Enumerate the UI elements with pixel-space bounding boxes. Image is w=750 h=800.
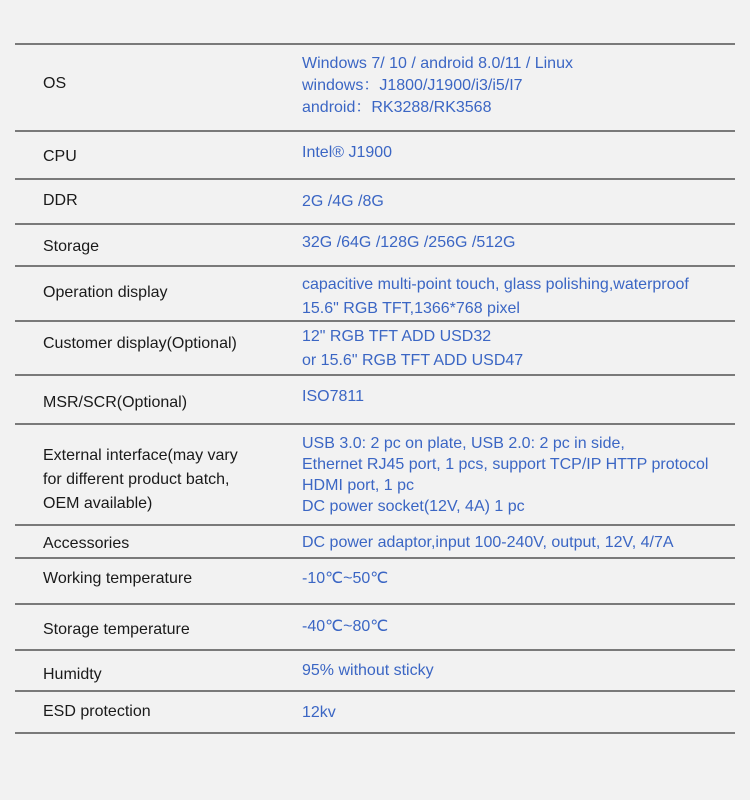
spec-value: [302, 376, 735, 423]
value-line: Windows 7/ 10 / android 8.0/11 / Linux: [302, 55, 573, 72]
spec-label: [15, 267, 302, 320]
spec-label: [15, 45, 302, 130]
value-line: -40℃~80℃: [302, 618, 389, 635]
spec-label: [15, 322, 302, 374]
label-line: MSR/SCR(Optional): [43, 394, 188, 411]
label-line: for different product batch,: [43, 471, 230, 488]
value-line: Intel® J1900: [302, 144, 393, 161]
spec-value: [302, 692, 735, 732]
value-line: HDMI port, 1 pc: [302, 477, 415, 494]
spec-value: [302, 526, 735, 557]
spec-table: [15, 43, 735, 734]
value-line: capacitive multi-point touch, glass polishing,waterproof: [302, 276, 689, 293]
value-line: DC power adaptor,input 100-240V, output, 12V, 4/7A: [302, 534, 674, 551]
spec-row-working-temperature: [15, 559, 735, 605]
spec-row-customer-display: [15, 322, 735, 376]
label-line: OS: [43, 75, 67, 92]
spec-label: [15, 376, 302, 423]
label-line: ESD protection: [43, 703, 151, 720]
value-line: android：RK3288/RK3568: [302, 99, 492, 116]
spec-row-cpu: [15, 132, 735, 180]
value-line: Ethernet RJ45 port, 1 pcs, support TCP/IP HTTP protocol: [302, 456, 709, 473]
spec-label: [15, 526, 302, 557]
spec-row-humidity: [15, 651, 735, 692]
spec-row-accessories: [15, 526, 735, 559]
label-line: Humidty: [43, 666, 102, 683]
spec-row-msr-scr: [15, 376, 735, 425]
spec-label: [15, 651, 302, 690]
spec-label: [15, 692, 302, 732]
label-line: Operation display: [43, 284, 168, 301]
value-line: 12" RGB TFT ADD USD32: [302, 328, 492, 345]
label-line: OEM available): [43, 495, 153, 512]
label-line: Accessories: [43, 535, 130, 552]
spec-label: [15, 425, 302, 524]
spec-row-storage-temperature: [15, 605, 735, 651]
spec-row-os: [15, 45, 735, 132]
label-line: Customer display(Optional): [43, 335, 237, 352]
spec-label: [15, 180, 302, 223]
value-line: windows：J1800/J1900/i3/i5/I7: [302, 77, 523, 94]
spec-label: [15, 225, 302, 265]
spec-label: [15, 605, 302, 649]
value-line: 32G /64G /128G /256G /512G: [302, 234, 516, 251]
value-line: USB 3.0: 2 pc on plate, USB 2.0: 2 pc in side,: [302, 435, 625, 452]
spec-value: [302, 425, 735, 524]
label-line: CPU: [43, 148, 77, 165]
spec-value: [302, 180, 735, 223]
spec-value: [302, 45, 735, 130]
value-line: 12kv: [302, 704, 336, 721]
spec-value: [302, 651, 735, 690]
value-line: or 15.6" RGB TFT ADD USD47: [302, 352, 524, 369]
value-line: 2G /4G /8G: [302, 193, 384, 210]
spec-row-esd-protection: [15, 692, 735, 734]
spec-row-operation-display: [15, 267, 735, 322]
value-line: -10℃~50℃: [302, 570, 389, 587]
value-line: ISO7811: [302, 388, 364, 405]
spec-row-external-interface: [15, 425, 735, 526]
spec-value: [302, 267, 735, 320]
spec-value: [302, 132, 735, 178]
label-line: External interface(may vary: [43, 447, 238, 464]
spec-value: [302, 322, 735, 374]
spec-value: [302, 559, 735, 603]
label-line: DDR: [43, 192, 78, 209]
spec-label: [15, 132, 302, 178]
spec-row-ddr: [15, 180, 735, 225]
label-line: Storage: [43, 238, 100, 255]
value-line: 95% without sticky: [302, 662, 434, 679]
spec-label: [15, 559, 302, 603]
label-line: Storage temperature: [43, 621, 190, 638]
spec-value: [302, 225, 735, 265]
value-line: DC power socket(12V, 4A) 1 pc: [302, 498, 525, 515]
spec-row-storage: [15, 225, 735, 267]
value-line: 15.6" RGB TFT,1366*768 pixel: [302, 300, 520, 317]
label-line: Working temperature: [43, 570, 193, 587]
spec-value: [302, 605, 735, 649]
